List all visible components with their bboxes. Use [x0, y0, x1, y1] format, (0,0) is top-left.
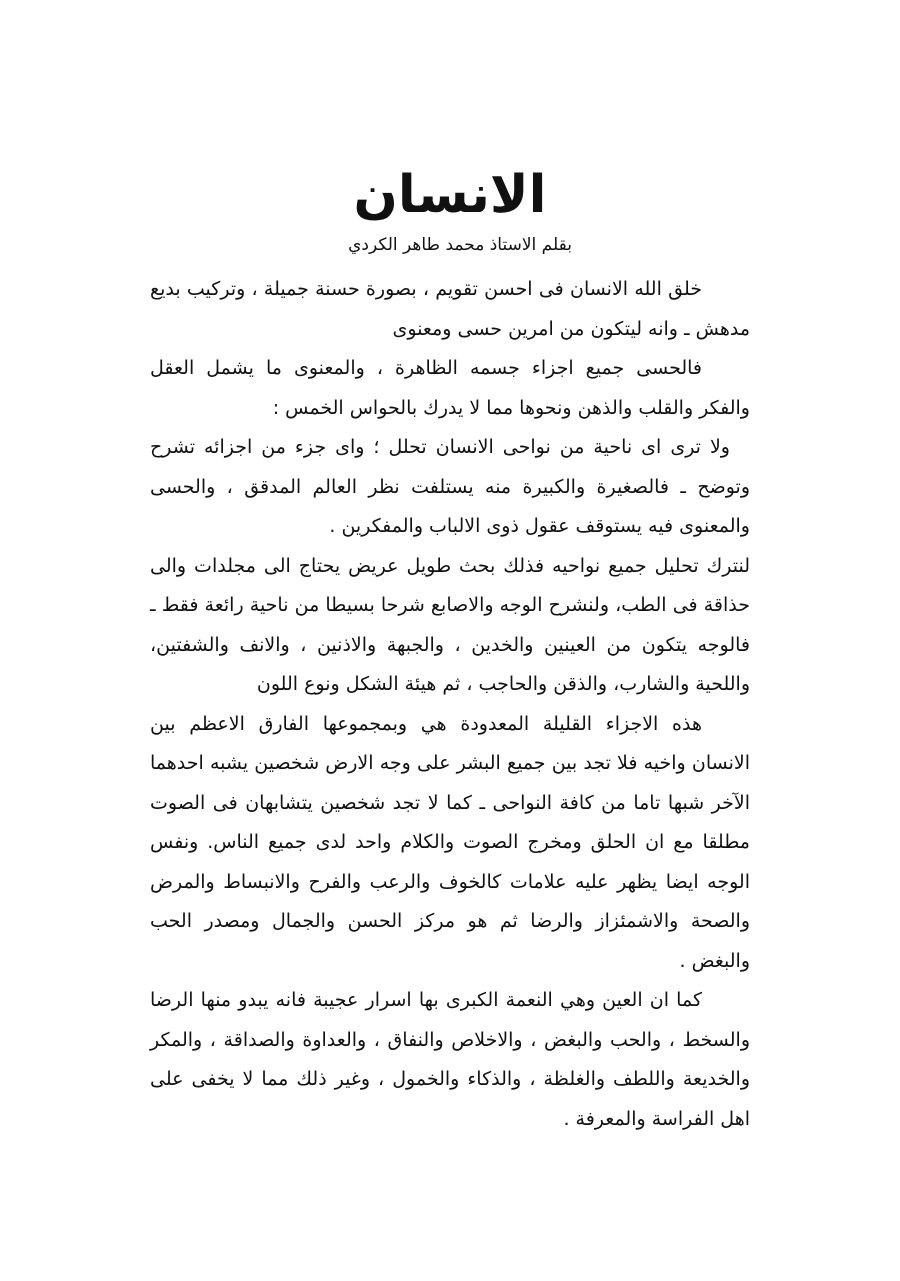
- paragraph: كما ان العين وهي النعمة الكبرى بها اسرار عجيبة فانه يبدو منها الرضا والسخط ، والحب والبغض ، والاخلاص والنفاق ، والعداوة والصداقة ، والمكر والخديعة واللطف والغلظة ، والذكاء والخمول ، وغير ذلك مما لا يخفى على اهل الفراسة والمعرفة .: [150, 989, 750, 1130]
- paragraph: ولا ترى اى ناحية من نواحى الانسان تحلل ؛ واى جزء من اجزائه تشرح وتوضح ـ فالصغيرة والكبيرة منه يستلفت نظر العالم المدقق ، والحسى والمعنوى فيه يستوقف عقول ذوى الالباب والمفكرين .: [150, 436, 750, 537]
- article-title: الانسان: [353, 165, 547, 225]
- paragraph: فالحسى جميع اجزاء جسمه الظاهرة ، والمعنوى ما يشمل العقل والفكر والقلب والذهن ونحوها مما لا يدرك بالحواس الخمس :: [150, 357, 750, 419]
- paragraph: خلق الله الانسان فى احسن تقويم ، بصورة حسنة جميلة ، وتركيب بديع مدهش ـ وانه ليتكون من امرين حسى ومعنوى: [150, 278, 750, 340]
- article-body: [150, 270, 750, 1139]
- paragraph: هذه الاجزاء القليلة المعدودة هي وبمجموعها الفارق الاعظم بين الانسان واخيه فلا تجد بين جميع البشر على وجه الارض شخصين يشبه احدهما الآخر شبها تاما من كافة النواحى ـ كما لا تجد شخصين يتشابهان فى الصوت مطلقا مع ان الحلق ومخرج الصوت والكلام واحد لدى جميع الناس. ونفس الوجه ايضا يظهر عليه علامات كالخوف والرعب والفرح والانبساط والمرض والصحة والاشمئزاز والرضا ثم هو مركز الحسن والجمال ومصدر الحب والبغض .: [150, 712, 750, 972]
- paragraph: لنترك تحليل جميع نواحيه فذلك بحث طويل عريض يحتاج الى مجلدات والى حذاقة فى الطب، ولنشرح الوجه والاصابع شرحا بسيطا من ناحية رائعة فقط ـ فالوجه يتكون من العينين والخدين ، والجبهة والاذنين ، والانف والشفتين، واللحية والشارب، والذقن والحاجب ، ثم هيئة الشكل ونوع اللون: [150, 554, 750, 695]
- author-byline: بقلم الاستاذ محمد طاهر الكردي: [348, 235, 572, 255]
